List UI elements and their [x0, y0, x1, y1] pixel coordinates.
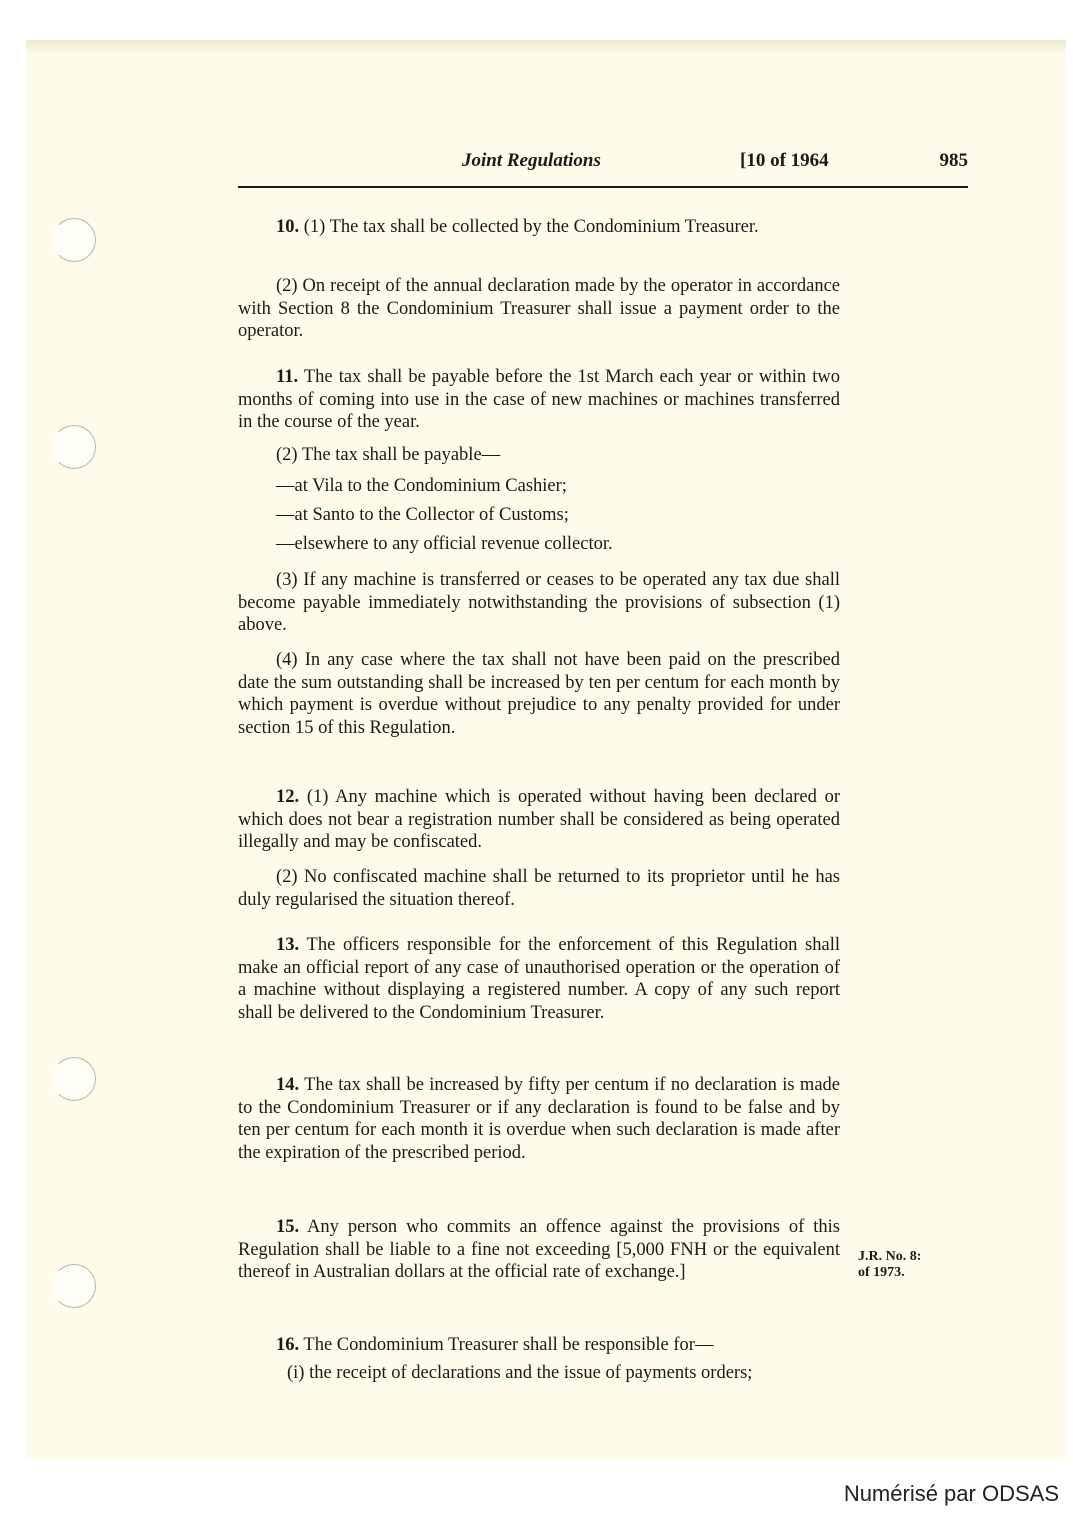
running-header [238, 146, 968, 180]
section-11-1 [238, 366, 840, 434]
list-item: —at Santo to the Collector of Customs; [276, 505, 569, 525]
section-11-3: (3) If any machine is transferred or ceases to be operated any tax due shall become payable immediately notwithstanding the provisions of subsection (1) above. [238, 570, 840, 636]
page-number: 985 [939, 150, 968, 171]
list-item: —at Vila to the Condominium Cashier; [276, 476, 567, 496]
margin-note-line: J.R. No. 8: [858, 1249, 922, 1264]
section-text: The Condominium Treasurer shall be responsible for— [303, 1335, 714, 1355]
section-text: The officers responsible for the enforcement of this Regulation shall make an official report of any case of unauthorised operation or the operation of a machine without displaying a registered number. A copy of any such report shall be delivered to the Condominium Treasurer. [238, 935, 840, 1023]
section-12-1 [238, 786, 840, 854]
header-act-reference: [10 of 1964 [740, 150, 829, 171]
section-16-item-i: (i) the receipt of declarations and the issue of payments orders; [287, 1363, 753, 1383]
margin-note [858, 1249, 921, 1281]
section-text: (1) The tax shall be collected by the Condominium Treasurer. [303, 217, 759, 237]
section-11-2: (2) The tax shall be payable— [276, 445, 501, 465]
section-number: 12. [276, 787, 300, 807]
section-text: Any person who commits an offence against the provisions of this Regulation shall be liable to a fine not exceeding [5,000 FNH or the equivalent thereof in Australian dollars at the official rate of exchange.] [238, 1217, 840, 1283]
margin-note-line: of 1973. [858, 1265, 905, 1280]
section-11-4: (4) In any case where the tax shall not have been paid on the prescribed date the sum outstanding shall be increased by ten per centum for each month by which payment is overdue without prejudice to any penalty provided for under section 15 of this Regulation. [238, 650, 840, 738]
section-number: 13. [276, 935, 300, 955]
section-10-1 [238, 216, 840, 239]
header-title: Joint Regulations [462, 150, 601, 171]
header-rule [238, 186, 968, 188]
section-number: 14. [276, 1075, 300, 1095]
section-number: 15. [276, 1217, 300, 1237]
section-10-2: (2) On receipt of the annual declaration made by the operator in accordance with Section 8 the Condominium Treasurer shall issue a payment order to the operator. [238, 276, 840, 342]
section-14 [238, 1074, 840, 1164]
punch-hole [52, 218, 96, 262]
section-text: The tax shall be payable before the 1st March each year or within two months of coming into use in the case of new machines or machines transferred in the course of the year. [238, 367, 840, 433]
punch-hole [52, 1057, 96, 1101]
section-number: 11. [276, 367, 299, 387]
section-text: The tax shall be increased by fifty per centum if no declaration is made to the Condominium Treasurer or if any declaration is found to be false and by ten per centum for each month it is overdue when such declaration is made after the expiration of the prescribed period. [238, 1075, 840, 1163]
section-number: 10. [276, 217, 300, 237]
section-13 [238, 934, 840, 1024]
page-top-shadow [26, 40, 1066, 54]
punch-hole [52, 425, 96, 469]
section-16 [276, 1334, 713, 1357]
section-15 [238, 1216, 840, 1284]
section-12-2: (2) No confiscated machine shall be returned to its proprietor until he has duly regularised the situation thereof. [238, 867, 840, 910]
section-number: 16. [276, 1335, 300, 1355]
digitization-watermark: Numérisé par ODSAS [843, 1481, 1059, 1506]
punch-hole [52, 1264, 96, 1308]
section-text: (1) Any machine which is operated without having been declared or which does not bear a registration number shall be considered as being operated illegally and may be confiscated. [238, 787, 840, 853]
list-item: —elsewhere to any official revenue collector. [276, 534, 613, 554]
